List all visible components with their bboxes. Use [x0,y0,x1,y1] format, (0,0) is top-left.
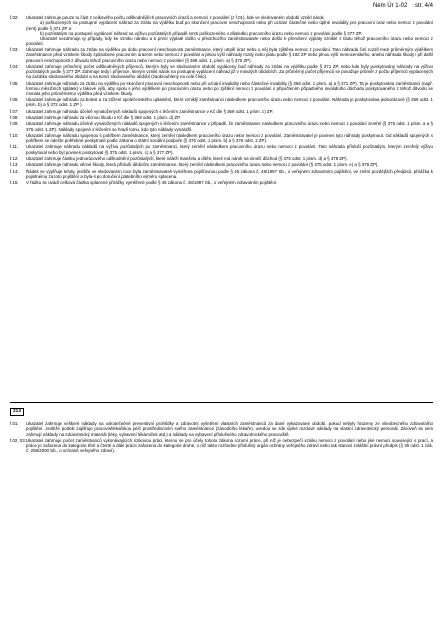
explanation-row [10,169,433,179]
row-number: f.13: [10,162,19,168]
row-number: f.02: [10,15,19,21]
explanation-row [10,162,433,167]
row-number [10,20,26,30]
row-text: Ukazatel nezahrnuje ty případy, kdy ke vzniku nároku a k první výplatě došlo u předchozího zaměstnavatele nebo došlo k přerušení výplaty vzniklé z titulu téhož pracovního úrazu nebo nemoci z povolání. [26,35,433,46]
section-212-explanations [10,14,433,185]
explanation-row [10,47,433,62]
row-number: f.02, 03: [10,437,26,443]
row-number: f.12: [10,155,19,161]
explanation-row [10,115,433,120]
row-number: f.05: [10,80,19,86]
row-number [10,36,26,46]
row-text: Řádek se vyplňuje tehdy, jestliže ve sledovaném roce byla zaměstnavateli vyměřena pojišťovnou podle § 45 zákona č. 48/1997 Sb., o veřejném zdravotním pojištění, ve znění pozdějších předpisů, přirážka k pojistnému za toto pojištění a byla-li po doručení platebního výměru splacena. [26,168,433,179]
row-text: Ukazatel zahrnuje pouze tu část z celkového počtu odškodnějších pracovních úrazů a nemocí z povolání (z f.01), kde ve sledovaném období vznikl nárok [26,15,324,21]
explanation-row [10,133,433,143]
section-number-badge: 213 [10,408,24,416]
row-number: f.03: [10,47,19,53]
explanation-row [10,20,433,30]
row-text: Ukazatel zahrnuje náhradu účelně vynaložených nákladů spojených s léčením zaměstnance v případě, že zaměstnanec následkem pracovního úrazu nebo nemoci z povolání zemřel (§ 375 odst. 1 písm. a a § 376 odst. 1 ZP). Náklady spojené s léčením se hradí tomu, kdo tyto náklady vynaložil. [26,121,433,132]
row-text: b) pozůstalým na postupné vyplácení náhrad na výživu pozůstalých případě smrti poškozeného v důsledku pracovního úrazu nebo nemoci z povolání podle § 377 ZP. [40,30,363,36]
row-number: f.06: [10,97,19,103]
row-text: Ukazatel zahrnuje náhradu spojenou s pohřbem zaměstnance, který zemřel následkem pracovního úrazu nebo nemoci z povolání. Zaměstnavatel je povinen tyto náhrady poskytnout. Od nákladů spojených s pohřbem se odečte pohřebné poskytnuté podle zákona o státní sociální podpoře (§ 375 odst. 1 písm. b) a § 376 odst. 2 ZP). [26,132,433,144]
page-header [367,3,433,9]
explanation-row [10,421,433,436]
row-number: f.04: [10,63,19,69]
row-number: f.09: [10,121,19,127]
row-text: Ukazatel zahrnuje náhradu nákladů na výživu pozůstalých po zaměstnanci, který zemřel následkem pracovního úrazu nebo nemoci z povolání. Tato náhrada přísluší pozůstalým, kterým zemřelý výživu poskytoval nebo byl povinen poskytovat (§ 375 odst. 1 písm. c) a § 377 ZP). [26,144,433,155]
row-text: Ukazatel zahrnuje veškeré náklady na uskutečněné preventivní prohlídky a zdravotní vyšetření vlastních zaměstnanců za dané vykazované období, pokud nebyly hrazeny ze všeobecného zdravotního pojištění. Jestliže podnik zajišťuje pracovnělékařskou péči prostřednictvím svého zaměstnance (závodního lékaře), uvedou se zde úplné mzdové náklady na vlastní zdravotnický personál. Zároveň se sem zahrnují náklady na zdravotnický materiál (léky, vybavení lékárniček atd.) a náklady na vybavení příslušného zdravotnického pracoviště. [26,421,433,437]
explanation-row [10,121,433,131]
row-number: f.11: [10,144,19,150]
explanation-row [10,97,433,107]
page-number: str. 4/4 [414,3,433,9]
row-number: f.07: [10,108,19,114]
row-text: Ukazatel zahrnuje částku jednorázového odškodnění pozůstalých, které náleží manželu a dítěti, které má nárok na sirotčí důchod (§ 375 odst. 1 písm. d) a § 378 ZP). [26,155,348,161]
explanation-row [10,109,433,114]
row-number: f.14: [10,168,19,174]
explanation-row [10,64,433,79]
row-text: Ukazatel zahrnuje náhradu za ztrátu na výdělku po skončení pracovní neschopnosti nebo při uznání invalidity nebo částečné invalidity (§ 369 odst. 1 písm. a) a § 371 ZP). Ta je poskytována zaměstnanci (např. formou měsíčních splátek) v takové výši, aby spolu s jeho výdělkem po pracovním úrazu nebo po zjištění nemoci z povolání s připočtením případného invalidního důchodu poskytovaného z téhož důvodu se rovnala jeho průměrnému výdělku před vznikem škody. [26,80,433,96]
row-text: Ukazatel zahrnuje průměrný počet odškodněných příjemců, kterým byly ve sledovaném období vypláceny buď náhrady za ztrátu na výdělku podle § 371 ZP, nebo kde byly poskytovány náhrady na výživu pozůstalých podle § 377 ZP. Zahrnuje tedy i příjemce, kterým vznikl nárok na postupné vyplácení náhrad již v minulých obdobích. Za průměrný počet příjemců se považuje průměr z počtu příjemců vyplacených na začátku sledovaného období a na konci sledovaného období (zaokrouhlený na celé číslo). [26,63,433,80]
explanation-row [10,144,433,154]
row-text: Ukazatel zahrnuje náhradu za bolest a za ztížení společenského uplatnění, které vzniklý zaměstnanci následkem pracovního úrazu nebo nemoci z povolání. Náhrada je poskytována jednorázově (§ 369 odst. 1 písm. b) a § 372 odst. 1 ZP ). [26,97,433,108]
row-number: f.10: [10,132,19,138]
row-text: Ukazatel zahrnuje náhradu za věcnou škodu v Kč dle § 369 odst. 1 písm. d) ZP. [26,115,181,121]
row-text: Ukazatel zahrnuje náhradu účelně vynaložených nákladů spojených s léčením zaměstnance v Kč dle § 369 odst. 1 písm. c) ZP. [26,108,274,114]
row-text: Ukazatel zahrnuje náhradu věcné škody, která přísluší dědicům zaměstnance, který zemřel následkem pracovního úrazu nebo nemoci z povolání (§ 375 odst. 1 písm. e) a § 379 ZP). [26,162,379,168]
section-divider [10,402,433,403]
explanation-row [10,156,433,161]
explanation-row [10,81,433,96]
row-text: Ukazatel zahrnuje počet zaměstnanců vykonávajících rizikovou práci, kterou se pro účely tohoto zákona rozumí práce, při níž je nebezpečí vzniku nemoci z povolání nebo jiné nemoci související s prací, a práce je zařazena do kategorie třetí a čtvrté a dále práce zařazená do kategorie druhé, o níž takto rozhodne příslušný orgán ochrany veřejného zdraví nebo tak stanoví zvláštní právní předpis (§ 39 odst. 1 zák. č. 258/2000 Sb., o ochraně veřejného zdraví). [26,437,433,454]
explanation-row [10,36,433,46]
row-text: Ukazatel zahrnuje náhradu za ztrátu na výdělku po dobu pracovní neschopnosti zaměstnance, který utrpěl úraz nebo u něj byla zjištěna nemoc z povolání. Tato náhrada činí rozdíl mezi průměrným výdělkem zaměstnance před vznikem škody způsobené pracovním úrazem nebo nemocí z povolání a plnou výší náhrady mzdy nebo platu podle § 192 ZP nebo plnou výší nemocenského, anebo náhrada škody i při další pracovní neschopnosti z důvodu téhož pracovního úrazu nebo nemoci z povolání (§ 369 odst. 1, písm. a) § 370 ZP). [26,47,433,63]
row-number: f.08: [10,115,19,121]
row-text: V řádku se uvádí celková částka splacené přirážky vyměřené podle § 45 zákona č. 48/1997 Sb., o veřejném zdravotním pojištění. [26,180,278,186]
explanation-row [10,180,433,185]
explanation-row [10,438,433,453]
row-text: a) poškozených na postupné vyplácení náhrad za ztrátu na výdělku buď po skončení pracovní neschopnosti nebo při uznání částečné nebo úplné invalidity pro pracovní úraz nebo nemoc z povolání (rent) podle § 371 ZP a [26,20,433,31]
row-number: f.15: [10,180,19,186]
document-code: Nem Úr 1-02 [372,3,408,9]
row-number: f.01: [10,421,19,427]
section-213-explanations [10,420,433,453]
